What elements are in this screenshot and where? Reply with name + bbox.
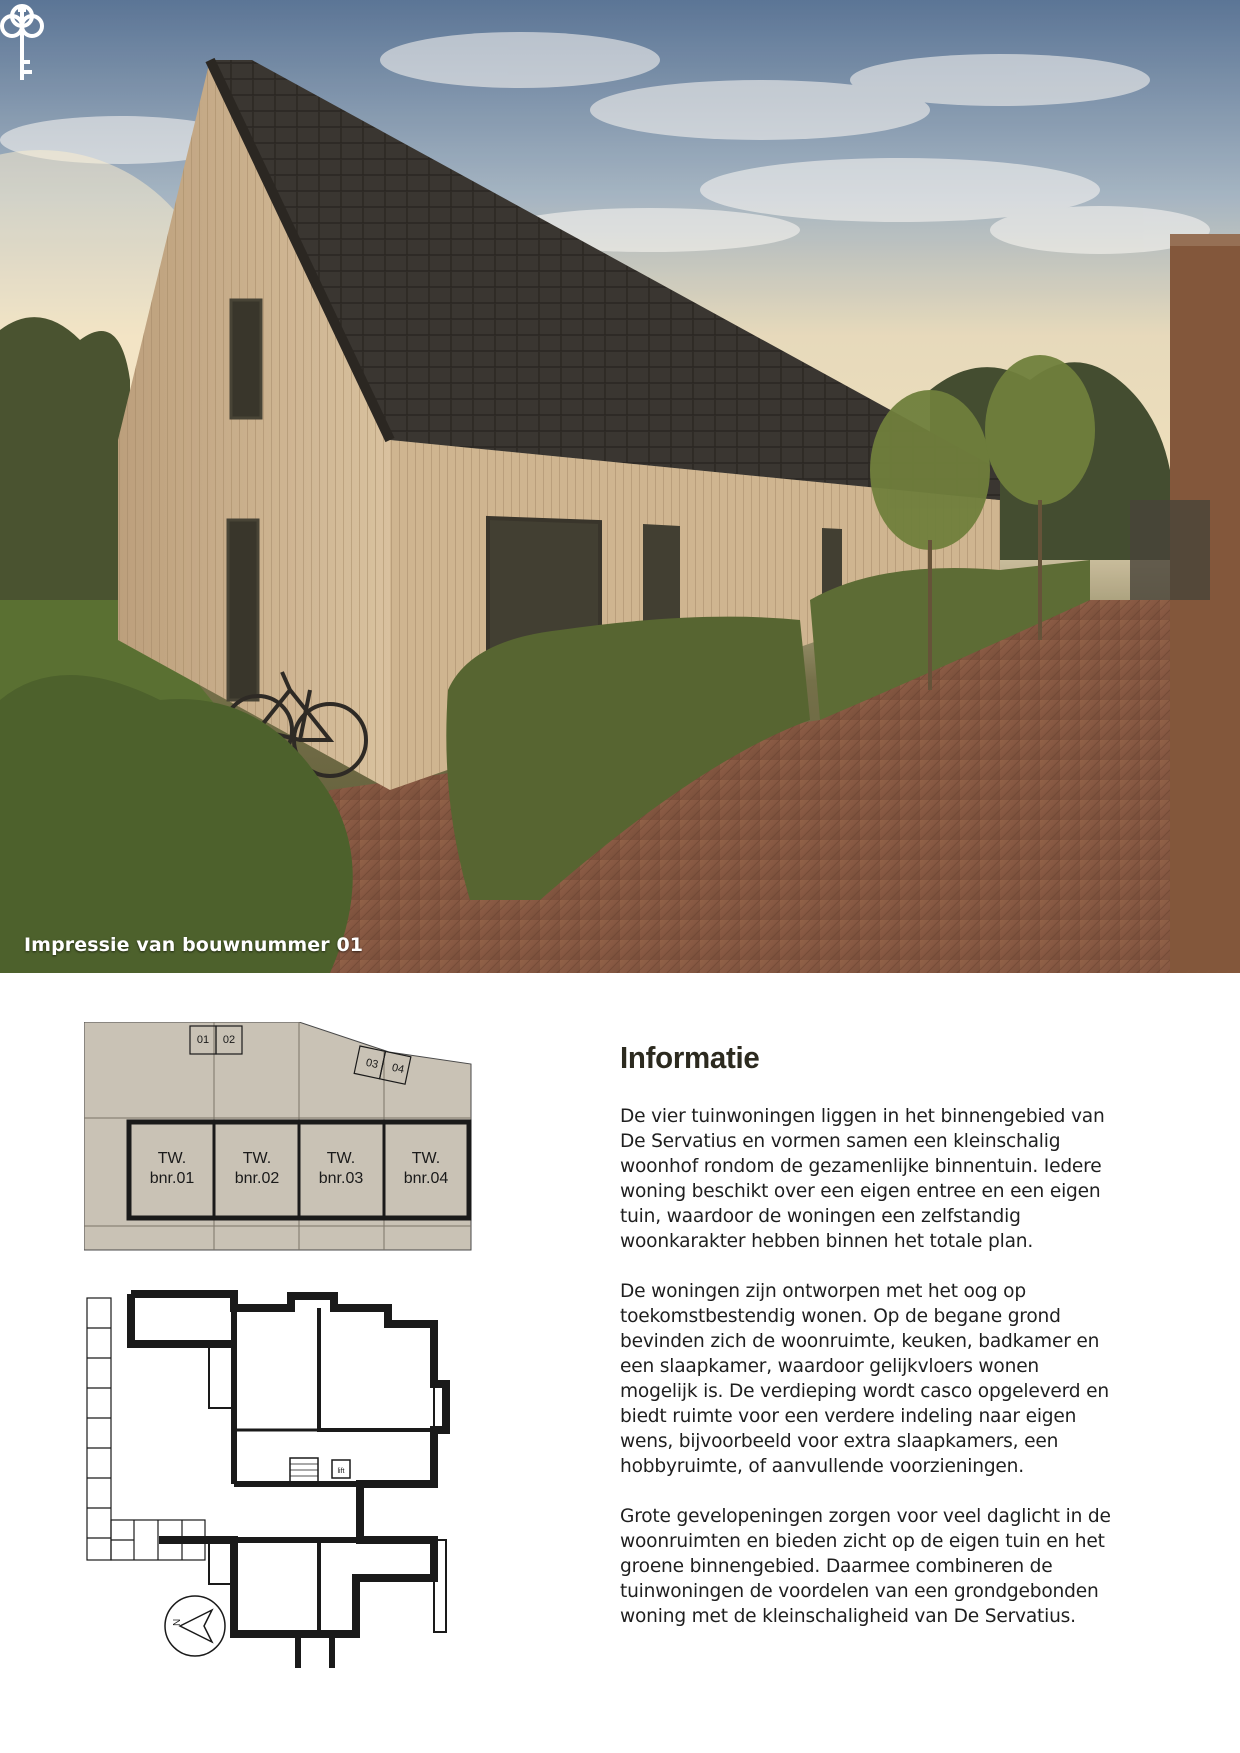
- site-plan-drawing: [84, 1022, 474, 1252]
- plot-number: bnr.04: [403, 1170, 449, 1187]
- info-paragraph: Grote gevelopeningen zorgen voor veel daglicht in de woonruimten en bieden zicht op de eigen tuin en het groene binnengebied. Daarmee combineren de tuinwoningen de voordelen van een grondgebonden woning met de kleinschaligheid van De Servatius.: [620, 1506, 1111, 1627]
- plot-type: TW.: [242, 1150, 272, 1167]
- plot-label-01: [132, 1149, 212, 1189]
- plot-marker: 01: [196, 1034, 210, 1046]
- image-caption: Impressie van bouwnummer 01: [24, 934, 364, 956]
- plot-type: TW.: [326, 1150, 356, 1167]
- floor-plan-drawing: [84, 1288, 484, 1668]
- section-title: Informatie: [620, 1040, 760, 1075]
- info-paragraph: De vier tuinwoningen liggen in het binnengebied van De Servatius en vormen samen een kleinschalig woonhof rondom de gezamenlijke binnentuin. Iedere woning beschikt over een eigen entree en een eigen tuin, waardoor de woningen een zelfstandig woonkarakter hebben binnen het totale plan.: [620, 1106, 1105, 1252]
- plot-number: bnr.01: [149, 1170, 195, 1187]
- plot-marker: 03: [364, 1056, 380, 1072]
- plot-number: bnr.03: [318, 1170, 364, 1187]
- north-label: N: [172, 1618, 183, 1626]
- key-icon: [0, 0, 44, 86]
- plot-label-03: [301, 1149, 381, 1189]
- plot-label-02: [217, 1149, 297, 1189]
- lift-label: lift: [337, 1468, 345, 1475]
- plot-type: TW.: [157, 1150, 187, 1167]
- plot-marker: 04: [390, 1061, 406, 1077]
- plot-type: TW.: [411, 1150, 441, 1167]
- floor-plan: [84, 1288, 484, 1672]
- plot-marker: 02: [222, 1034, 236, 1046]
- plot-label-04: [386, 1149, 466, 1189]
- info-section: [620, 1040, 1120, 1654]
- info-paragraph: De woningen zijn ontworpen met het oog op toekomstbestendig wonen. Op de begane grond bevinden zich de woonruimte, keuken, badkamer en een slaapkamer, waardoor gelijkvloers wonen mogelijk is. De verdieping wordt casco opgeleverd en biedt ruimte voor een verdere indeling naar eigen wens, bijvoorbeeld voor extra slaapkamers, een hobbyruimte, of aanvullende voorzieningen.: [620, 1281, 1109, 1477]
- plot-number: bnr.02: [234, 1170, 280, 1187]
